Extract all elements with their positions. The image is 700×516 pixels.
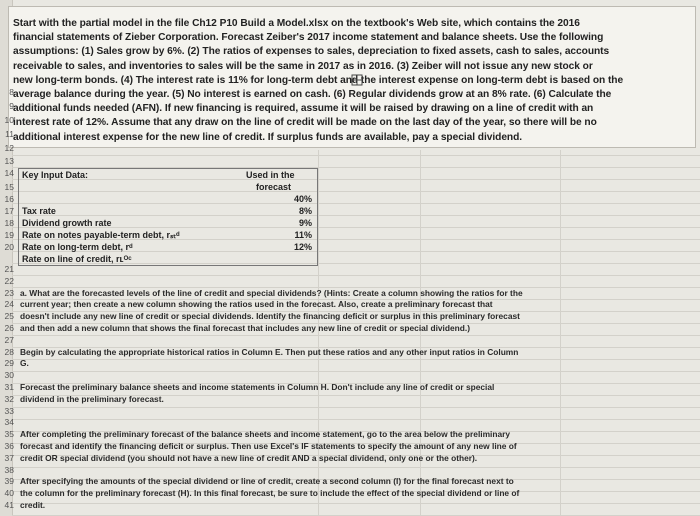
row-number: 22 <box>4 275 14 286</box>
row-number: 20 <box>4 242 14 252</box>
input-value[interactable]: 9% <box>298 218 312 228</box>
row-number: 29 <box>4 358 14 369</box>
row-number: 18 <box>4 218 14 228</box>
question-cell[interactable]: doesn't include any new line of credit or special dividends. Identify the financing deficit or surplus in this preliminary forecast <box>20 311 520 322</box>
row-number: 36 <box>4 441 14 451</box>
question-cell[interactable]: After specifying the amounts of the special dividend or line of credit, create a second column (I) for the final forecast next to <box>20 476 514 487</box>
question-cell[interactable]: forecast and identify the financing deficit or surplus. Then use Excel's IF statements to specify the amount of any new line of <box>20 441 517 451</box>
question-cell[interactable]: the column for the preliminary forecast (H). In this final forecast, be sure to include the effect of the special dividend or line of <box>20 488 520 499</box>
question-cell[interactable]: After completing the preliminary forecast of the balance sheets and income statement, go to the area below the preliminary <box>20 429 511 440</box>
row-number: 8 <box>9 87 14 97</box>
problem-line: Start with the partial model in the file Ch12 P10 Build a Model.xlsx on the textbook's Web site, which contains the 2016 <box>13 18 580 29</box>
row-number: 16 <box>4 194 14 204</box>
input-label[interactable]: Rate on notes payable-term debt, rₛₜᵈ <box>22 230 180 240</box>
problem-line: receivable to sales, and inventories to sales will be the same in 2017 as in 2016. (3) Zeiber will not issue any new stock or <box>13 60 593 72</box>
gridline <box>12 419 700 420</box>
question-cell[interactable]: G. <box>20 358 29 369</box>
row-number: 19 <box>4 230 14 240</box>
row-number: 9 <box>9 101 14 111</box>
forecast-header-line1[interactable]: Used in the <box>246 170 295 180</box>
row-number: 10 <box>4 115 14 125</box>
move-cursor-icon <box>351 74 363 86</box>
row-number: 26 <box>4 323 14 333</box>
problem-line: average balance during the year. (5) No interest is earned on cash. (6) Regular dividends grow at an 8% rate. (6) Calculate the <box>13 89 612 101</box>
problem-line: financial statements of Zieber Corporation. Forecast Zeiber's 2017 income statement and balance sheets. Use the following <box>13 32 604 44</box>
question-cell[interactable]: credit OR special dividend (you should not have a new line of credit AND a special dividend, only one or the other). <box>20 452 478 463</box>
problem-line: interest rate of 12%. Assume that any draw on the line of credit will be made on the last day of the year, so there will be no <box>13 117 597 129</box>
forecast-header-line2[interactable]: forecast <box>256 182 292 192</box>
row-number: 35 <box>4 429 14 440</box>
row-number: 15 <box>4 182 14 192</box>
input-value[interactable]: 8% <box>298 206 312 216</box>
gridline <box>12 371 700 372</box>
row-number: 13 <box>4 156 14 166</box>
input-value[interactable]: 11% <box>294 230 312 240</box>
problem-line: additional funds needed (AFN). If new financing is required, assume it will be raised by drawing on a line of credit with an <box>13 103 594 115</box>
problem-line: assumptions: (1) Sales grow by 6%. (2) The ratios of expenses to sales, depreciation to fixed assets, cash to sales, accounts <box>13 46 610 58</box>
row-number: 12 <box>4 143 14 153</box>
problem-line: additional interest expense for the new line of credit. If surplus funds are available, pay a special dividend. <box>13 131 523 143</box>
row-number: 23 <box>4 287 14 298</box>
input-label[interactable]: Dividend growth rate <box>22 218 112 228</box>
row-number: 31 <box>4 382 14 392</box>
question-cell[interactable]: a. What are the forecasted levels of the line of credit and special dividends? (Hints: Create a column showing the ratios for the <box>20 287 523 298</box>
gridline <box>12 467 700 468</box>
row-number: 28 <box>4 346 14 357</box>
row-number: 37 <box>4 452 14 463</box>
row-number: 33 <box>4 405 14 416</box>
input-label[interactable]: Rate on line of credit, rʟᴼᶜ <box>22 254 132 264</box>
gridline <box>12 407 700 408</box>
question-cell[interactable]: credit. <box>20 500 46 510</box>
question-cell[interactable]: Begin by calculating the appropriate historical ratios in Column E. Then put these ratios and any other input ratios in Column <box>20 346 519 357</box>
row-number: 24 <box>4 299 14 310</box>
row-number: 27 <box>4 334 14 345</box>
input-value[interactable]: 40% <box>293 194 312 204</box>
question-cell[interactable]: and then add a new column that shows the final forecast that includes any new line of credit or special dividend.) <box>20 323 471 333</box>
row-number: 14 <box>4 168 14 178</box>
gridline <box>12 335 700 336</box>
gridline <box>12 275 700 276</box>
question-cell[interactable]: dividend in the preliminary forecast. <box>20 393 164 404</box>
row-number: 39 <box>4 476 14 487</box>
problem-line: new long-term bonds. (4) The interest rate is 11% for long-term debt and the interest expense on long-term debt is based on the <box>13 74 624 86</box>
row-number: 34 <box>4 417 14 428</box>
row-number: 32 <box>4 393 14 404</box>
input-value[interactable]: 12% <box>293 242 312 252</box>
question-cell[interactable]: current year; then create a new column showing the ratios used in the forecast. Also, create a preliminary forecast that <box>20 299 493 310</box>
question-cell[interactable]: Forecast the preliminary balance sheets and income statements in Column H. Don't include any line of credit or special <box>20 382 495 392</box>
row-number: 30 <box>4 370 14 381</box>
row-number: 41 <box>4 500 14 510</box>
row-number: 25 <box>4 311 14 322</box>
input-label[interactable]: Tax rate <box>22 206 56 216</box>
key-input-title[interactable]: Key Input Data: <box>22 170 89 180</box>
row-number: 17 <box>4 206 14 216</box>
gridline <box>12 155 700 156</box>
row-number: 38 <box>4 464 14 475</box>
row-number: 21 <box>4 264 14 274</box>
row-number: 11 <box>5 129 14 139</box>
row-number: 40 <box>4 488 14 499</box>
input-label[interactable]: Rate on long-term debt, rᵈ <box>22 242 133 252</box>
